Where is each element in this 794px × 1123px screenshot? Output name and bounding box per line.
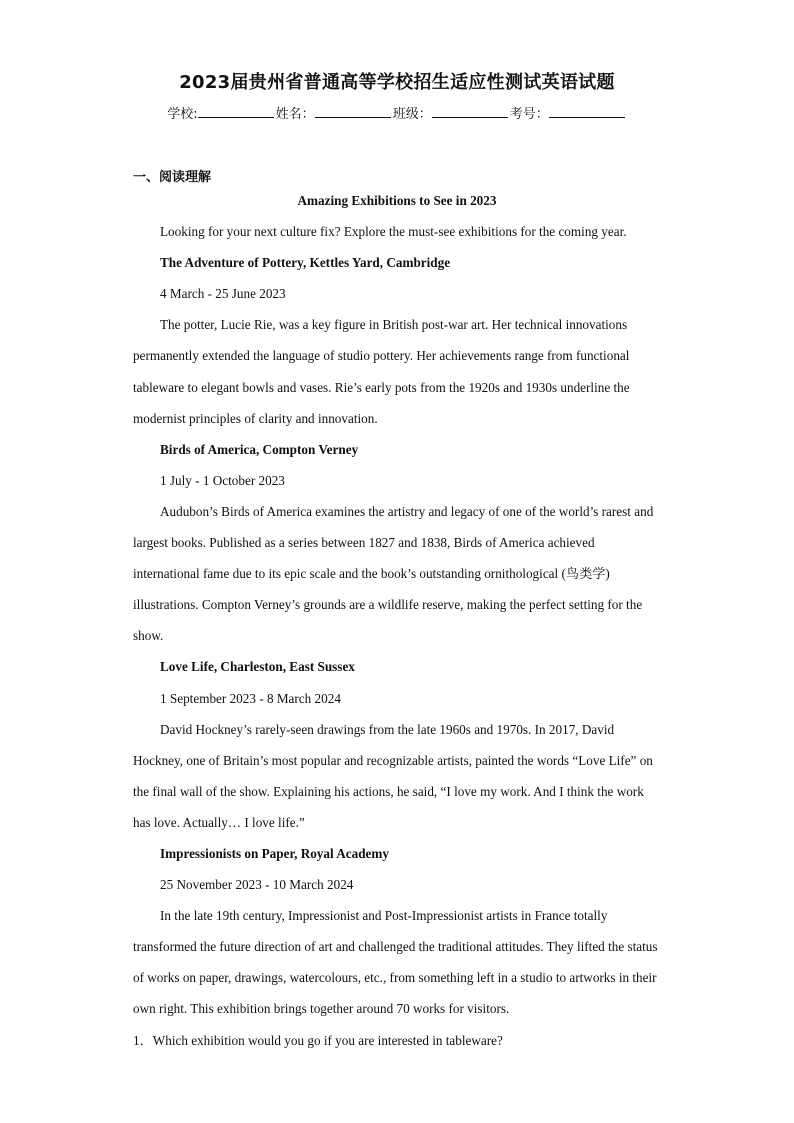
student-info-line: [0, 103, 794, 122]
class-blank: [432, 104, 508, 118]
article-intro: Looking for your next culture fix? Explore the must-see exhibitions for the coming year.: [160, 224, 627, 240]
id-blank: [549, 104, 625, 118]
question-number: 1．: [133, 1032, 153, 1048]
exhibition-description: David Hockney’s rarely-seen drawings from the late 1960s and 1970s. In 2017, David Hockney, one of Britain’s most popular and recognizable artists, painted the words “Love Life” on the final wall of the show. Explaining his actions, he said, “I love my work. And I think the work has love. Actually… I love life.”: [133, 721, 653, 830]
question-item: [133, 1025, 661, 1056]
exhibition-description: The potter, Lucie Rie, was a key figure in British post-war art. Her technical innovations permanently extended the language of studio pottery. Her achievements range from functional tableware to elegant bowls and vases. Rie’s early pots from the 1920s and 1930s underline the modernist principles of clarity and innovation.: [133, 317, 630, 426]
exhibition-title: Love Life, Charleston, East Sussex: [160, 659, 355, 675]
exhibition-date: 1 September 2023 - 8 March 2024: [160, 690, 341, 706]
exhibition-date: 4 March - 25 June 2023: [160, 286, 286, 302]
article-title: Amazing Exhibitions to See in 2023: [297, 193, 497, 208]
exhibition-title: Birds of America, Compton Verney: [160, 441, 359, 457]
id-label: 考号：: [509, 107, 549, 122]
question-text: Which exhibition would you go if you are interested in tableware?: [152, 1032, 503, 1048]
exhibition-date: 25 November 2023 - 10 March 2024: [160, 877, 354, 893]
section-heading: 一、阅读理解: [133, 170, 212, 185]
class-label: 班级：: [392, 107, 432, 122]
school-label: 学校:: [167, 107, 198, 122]
school-blank: [198, 104, 274, 118]
exhibition-title: Impressionists on Paper, Royal Academy: [160, 845, 389, 861]
name-blank: [315, 104, 391, 118]
exhibition-date: 1 July - 1 October 2023: [160, 472, 285, 488]
document-title: 2023届贵州省普通高等学校招生适应性测试英语试题: [179, 72, 615, 93]
reading-passage: [133, 185, 661, 1056]
exhibition-description: In the late 19th century, Impressionist and Post-Impressionist artists in France totally transformed the future direction of art and challenged the traditional attitudes. They lifted the status of works on paper, drawings, watercolours, etc., from something left in a studio to artworks in their own right. This exhibition brings together around 70 works for visitors.: [133, 908, 658, 1017]
exhibition-title: The Adventure of Pottery, Kettles Yard, Cambridge: [160, 255, 451, 271]
name-label: 姓名：: [275, 107, 315, 122]
exhibition-description: Audubon’s Birds of America examines the artistry and legacy of one of the world’s rarest and largest books. Published as a series between 1827 and 1838, Birds of America achieved international fame due to its epic scale and the book’s outstanding ornithological (鸟类学) illustrations. Compton Verney’s grounds are a wildlife reserve, making the perfect setting for the show.: [133, 503, 654, 644]
